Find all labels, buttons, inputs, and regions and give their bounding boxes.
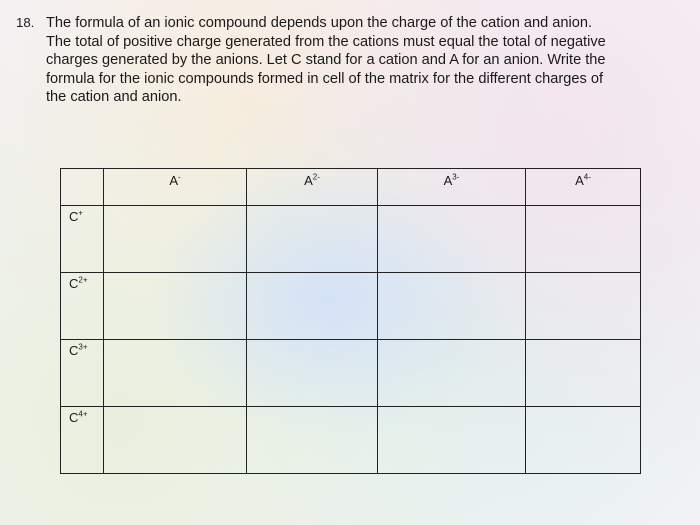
question-line: charges generated by the anions. Let C stand for a cation and A for an anion. Write the	[46, 52, 606, 69]
matrix-header-row	[61, 169, 641, 206]
question-line: The formula of an ionic compound depends upon the charge of the cation and anion.	[46, 15, 593, 31]
answer-cell[interactable]	[104, 273, 247, 340]
answer-cell[interactable]	[247, 407, 378, 474]
question-line: the cation and anion.	[46, 89, 182, 106]
anion-charge: 3-	[452, 172, 460, 182]
question-line: formula for the ionic compounds formed in cell of the matrix for the different charges of	[46, 70, 603, 87]
answer-cell[interactable]	[378, 340, 526, 407]
cation-charge: 2+	[78, 275, 88, 285]
question-number: 18.	[16, 15, 35, 30]
matrix-row	[61, 407, 641, 474]
anion-header: A-	[104, 169, 247, 206]
answer-cell[interactable]	[247, 206, 378, 273]
cation-charge: 3+	[78, 342, 88, 352]
anion-charge: 4-	[583, 172, 591, 182]
question-text	[46, 14, 692, 107]
anion-header: $A^{2-}$	[247, 169, 378, 206]
answer-cell[interactable]	[247, 340, 378, 407]
answer-cell[interactable]	[378, 206, 526, 273]
cation-header: $C^{2+}$	[61, 273, 104, 340]
answer-cell[interactable]	[104, 407, 247, 474]
matrix-row	[61, 273, 641, 340]
anion-charge: 2-	[312, 172, 320, 182]
anion-header: $A^{4-}$	[526, 169, 641, 206]
matrix-row	[61, 206, 641, 273]
answer-cell[interactable]	[526, 407, 641, 474]
cation-header: $C^{3+}$	[61, 340, 104, 407]
answer-cell[interactable]	[104, 206, 247, 273]
matrix-corner-cell	[61, 169, 104, 206]
answer-cell[interactable]	[378, 407, 526, 474]
cation-charge: +	[78, 208, 84, 218]
anion-charge: -	[178, 172, 181, 182]
answer-cell[interactable]	[247, 273, 378, 340]
question-line: The total of positive charge generated from the cations must equal the total of negative	[46, 33, 606, 50]
answer-cell[interactable]	[526, 340, 641, 407]
answer-cell[interactable]	[378, 273, 526, 340]
cation-header: C+	[61, 206, 104, 273]
ion-matrix-table	[60, 168, 641, 474]
cation-header: $C^{4+}$	[61, 407, 104, 474]
answer-cell[interactable]	[526, 273, 641, 340]
cation-charge: 4+	[78, 409, 88, 419]
matrix-row	[61, 340, 641, 407]
answer-cell[interactable]	[526, 206, 641, 273]
answer-cell[interactable]	[104, 340, 247, 407]
anion-header: $A^{3-}$	[378, 169, 526, 206]
